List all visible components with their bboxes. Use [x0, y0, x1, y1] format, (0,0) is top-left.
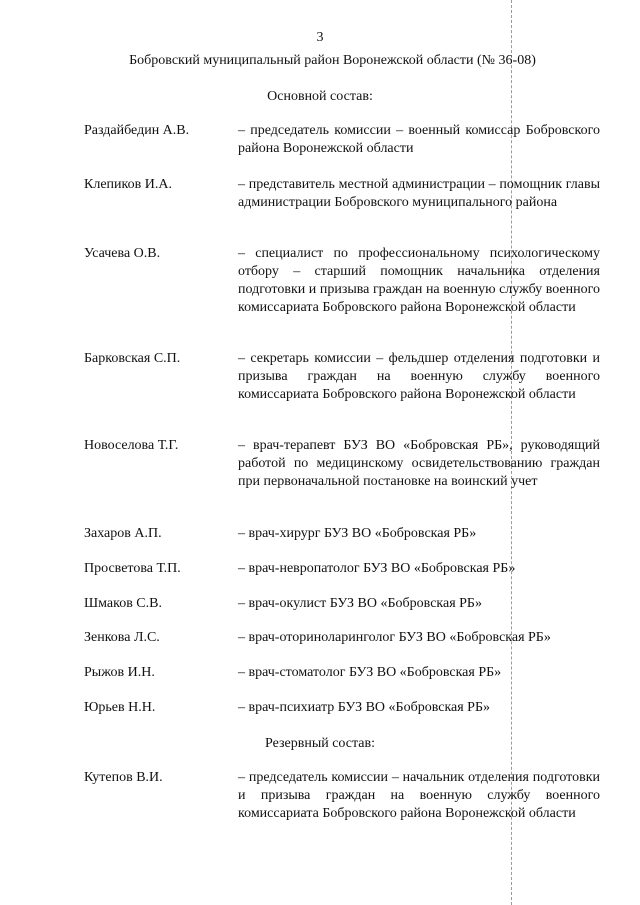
- member-role: – врач-невропатолог БУЗ ВО «Бобровская РБ»: [238, 561, 516, 576]
- member-role: – врач-психиатр БУЗ ВО «Бобровская РБ»: [238, 700, 491, 715]
- member-role: – врач-окулист БУЗ ВО «Бобровская РБ»: [238, 596, 482, 611]
- member-name: Раздайбедин А.В.: [84, 123, 190, 138]
- member-name: Зенкова Л.С.: [84, 630, 160, 645]
- member-role: – председатель комиссии – начальник отделения подготовки и призыва граждан на военную службу военного комиссариата Бобровского района Воронежской области: [238, 770, 600, 821]
- member-role: – врач-хирург БУЗ ВО «Бобровская РБ»: [238, 526, 477, 541]
- member-name: Шмаков С.В.: [84, 596, 162, 611]
- member-role: – специалист по профессиональному психологическому отбору – старший помощник начальника отделения подготовки и призыва граждан на военную службу военного комиссариата Бобровского района Воронежской области: [238, 246, 600, 315]
- member-role: – врач-стоматолог БУЗ ВО «Бобровская РБ»: [238, 665, 502, 680]
- member-name: Юрьев Н.Н.: [84, 700, 156, 715]
- member-role: – представитель местной администрации – помощник главы администрации Бобровского муниципального района: [238, 177, 600, 210]
- district-title: Бобровский муниципальный район Воронежской области (№ 36-08): [129, 53, 536, 68]
- member-role: – врач-терапевт БУЗ ВО «Бобровская РБ», руководящий работой по медицинскому освидетельствованию граждан при первоначальной постановке на воинский учет: [238, 438, 600, 489]
- member-role: – секретарь комиссии – фельдшер отделения подготовки и призыва граждан на военную службу военного комиссариата Бобровского района Воронежской области: [238, 351, 600, 402]
- main-section-title: Основной состав:: [267, 89, 373, 104]
- reserve-section-title: Резервный состав:: [264, 736, 375, 751]
- member-role: – врач-оториноларинголог БУЗ ВО «Бобровская РБ»: [238, 630, 551, 645]
- member-name: Кутепов В.И.: [84, 770, 163, 785]
- member-name: Захаров А.П.: [84, 526, 162, 541]
- member-name: Усачева О.В.: [84, 246, 161, 261]
- page-number: 3: [316, 30, 324, 45]
- member-name: Новоселова Т.Г.: [84, 438, 179, 453]
- member-name: Рыжов И.Н.: [84, 665, 155, 680]
- member-name: Клепиков И.А.: [84, 177, 172, 192]
- member-name: Барковская С.П.: [84, 351, 181, 366]
- member-role: – председатель комиссии – военный комиссар Бобровского района Воронежской области: [238, 123, 600, 156]
- member-name: Просветова Т.П.: [84, 561, 181, 576]
